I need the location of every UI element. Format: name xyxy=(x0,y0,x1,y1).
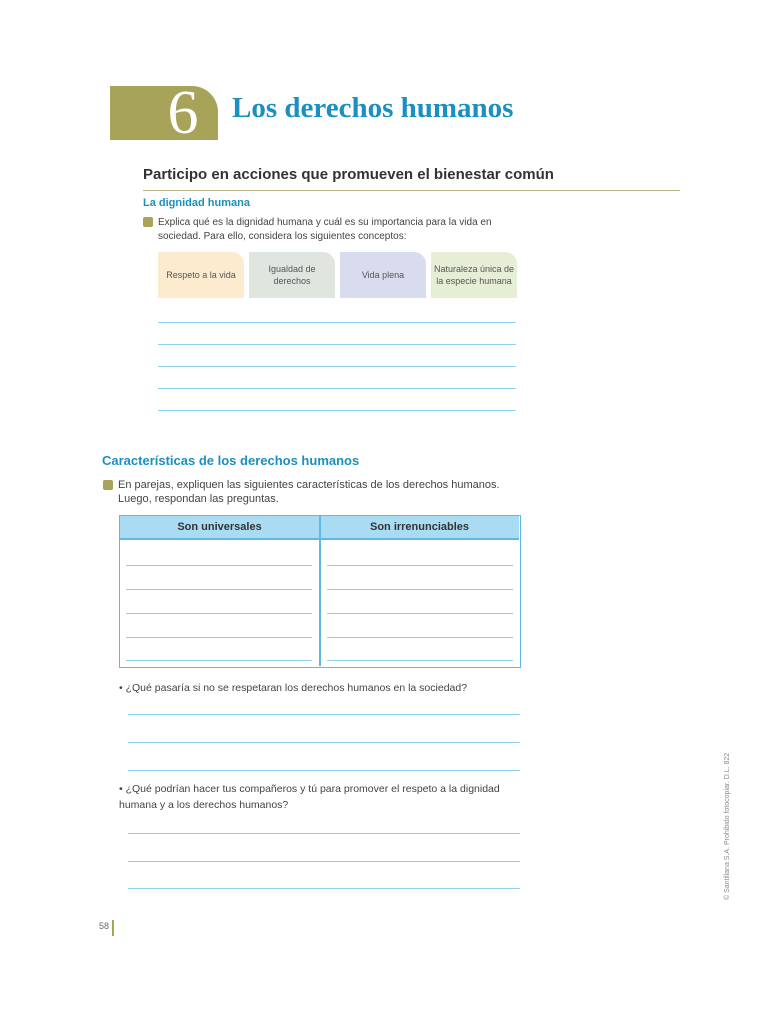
concept-card-naturaleza: Naturaleza única de la especie humana xyxy=(431,252,517,298)
answer-line[interactable] xyxy=(158,344,516,345)
answer-line[interactable] xyxy=(126,660,312,661)
dignidad-instruction: Explica qué es la dignidad humana y cuál es su importancia para la vida en sociedad. Para ello, considera los siguientes conceptos: xyxy=(158,217,492,242)
question-1: • ¿Qué pasaría si no se respetaran los derechos humanos en la sociedad? xyxy=(119,682,468,694)
answer-line[interactable] xyxy=(327,589,513,590)
section-divider xyxy=(143,190,680,191)
answer-line[interactable] xyxy=(158,410,516,411)
answer-line[interactable] xyxy=(126,637,312,638)
copyright-notice: © Santillana S.A. Prohibido fotocopiar. D.L. 822 xyxy=(724,752,731,900)
table-column-divider xyxy=(319,516,321,666)
chapter-title: Los derechos humanos xyxy=(232,92,514,124)
answer-line[interactable] xyxy=(158,388,516,389)
concept-card-respeto: Respeto a la vida xyxy=(158,252,244,298)
question-2: • ¿Qué podrían hacer tus compañeros y tú para promover el respeto a la dignidad humana y a los derechos humanos? xyxy=(119,783,500,811)
answer-line[interactable] xyxy=(327,660,513,661)
activity-bullet-icon xyxy=(143,217,153,227)
answer-line[interactable] xyxy=(327,565,513,566)
section-title: Participo en acciones que promueven el bienestar común xyxy=(143,166,554,183)
answer-line[interactable] xyxy=(128,770,520,771)
dignidad-subtitle: La dignidad humana xyxy=(143,197,250,209)
answer-line[interactable] xyxy=(327,637,513,638)
page-number: 58 xyxy=(99,921,110,931)
caracteristicas-subtitle: Características de los derechos humanos xyxy=(102,453,360,468)
answer-line[interactable] xyxy=(126,589,312,590)
answer-line[interactable] xyxy=(126,565,312,566)
chapter-number: 6 xyxy=(167,79,199,147)
answer-line[interactable] xyxy=(128,714,520,715)
table-header-universales: Son universales xyxy=(120,516,319,538)
concept-card-vida-plena: Vida plena xyxy=(340,252,426,298)
answer-line[interactable] xyxy=(128,861,520,862)
answer-line[interactable] xyxy=(158,322,516,323)
concept-card-igualdad: Igualdad de derechos xyxy=(249,252,335,298)
answer-line[interactable] xyxy=(126,613,312,614)
characteristics-table xyxy=(119,515,521,668)
answer-line[interactable] xyxy=(128,833,520,834)
answer-line[interactable] xyxy=(128,888,520,889)
caracteristicas-instruction: En parejas, expliquen las siguientes características de los derechos humanos. Luego, respondan las preguntas. xyxy=(118,479,500,505)
page-number-bar xyxy=(112,920,114,936)
table-header-irrenunciables: Son irrenunciables xyxy=(320,516,519,538)
activity-bullet-icon xyxy=(103,480,113,490)
answer-line[interactable] xyxy=(128,742,520,743)
answer-line[interactable] xyxy=(327,613,513,614)
answer-line[interactable] xyxy=(158,366,516,367)
